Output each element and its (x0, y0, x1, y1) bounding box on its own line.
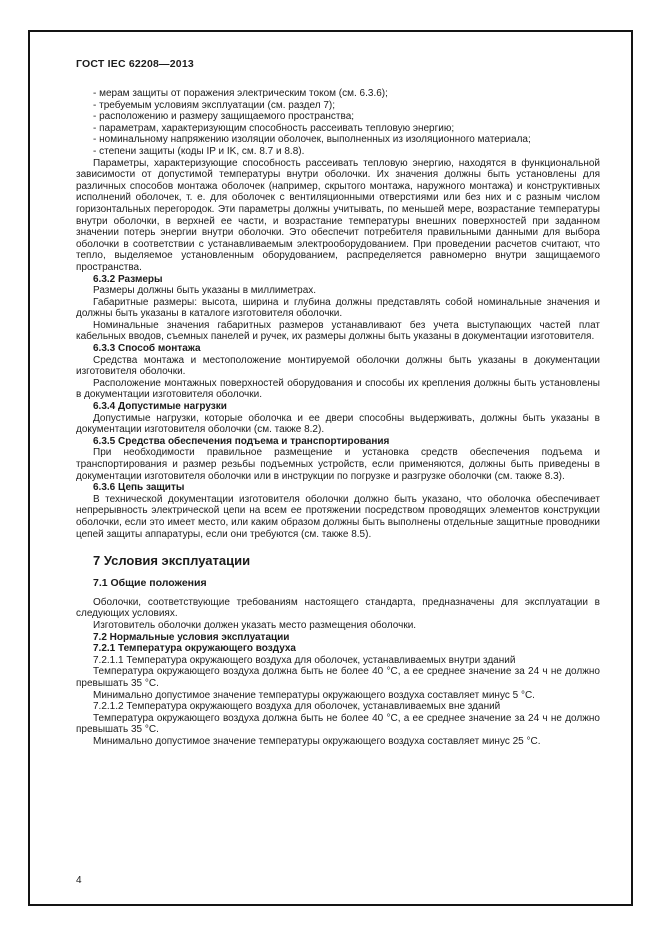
paragraph: Температура окружающего воздуха должна быть не более 40 °С, а ее среднее значение за 24 ч не должно превышать 35 °С. (76, 712, 600, 736)
paragraph: 7.2.1.2 Температура окружающего воздуха для оболочек, устанавливаемых вне зданий (93, 701, 501, 713)
subheading: 7.2 Нормальные условия эксплуатации (93, 631, 290, 643)
paragraph: Средства монтажа и местоположение монтируемой оболочки должны быть указаны в документации изготовителя оболочки. (76, 354, 600, 378)
document-content (76, 88, 600, 747)
list-item: - номинальному напряжению изоляции оболочек, выполненных из изоляционного материала; (93, 134, 531, 146)
page-border (28, 30, 633, 906)
subheading: 6.3.6 Цепь защиты (93, 482, 185, 494)
subheading: 6.3.4 Допустимые нагрузки (93, 401, 227, 413)
paragraph: Параметры, характеризующие способность рассеивать тепловую энергию, находятся в функциональной зависимости от допустимой температуры внутри оболочки. Их значения должны быть установлены для различных способов монтажа оболочек (например, скрытого монтажа, наружного монтажа) и конструктивных исполнений оболочек, т. е. для оболочек с вентиляционными отверстиями или без них и с разным числом горизонтальных перегородок. Эти параметры должны учитывать, по меньшей мере, возрастание температуры внутри оболочки, в верхней ее части, и возрастание температуры внешних поверхностей при заданном значении потерь энергии внутри оболочки. Это обеспечит потребителя правильными данными для выбора оболочки в соответствии с устанавливаемым электрооборудованием. При проведении расчетов считают, что тепло, выделяемое установленным оборудованием, распределяется равномерно внутри защищаемого пространства. (76, 157, 600, 273)
list-item: - требуемым условиям эксплуатации (см. раздел 7); (93, 99, 335, 111)
document-header: ГОСТ IEC 62208—2013 (76, 58, 194, 70)
paragraph: Допустимые нагрузки, которые оболочка и ее двери способны выдерживать, должны быть указаны в документации изготовителя оболочки (см. также 8.2). (76, 412, 600, 436)
section-heading: 7 Условия эксплуатации (93, 553, 251, 569)
list-item: - степени защиты (коды IP и IK, см. 8.7 и 8.8). (93, 145, 305, 157)
paragraph: Номинальные значения габаритных размеров устанавливают без учета выступающих частей плат кабельных вводов, съемных панелей и ручек, их размеры должны быть указаны в документации изготовителя. (76, 319, 600, 343)
list-item: - расположению и размеру защищаемого пространства; (93, 111, 355, 123)
list-item: - мерам защиты от поражения электрическим током (см. 6.3.6); (93, 88, 388, 99)
paragraph: Размеры должны быть указаны в миллиметрах. (93, 285, 317, 297)
subheading: 6.3.2 Размеры (93, 273, 163, 285)
paragraph: При необходимости правильное размещение и установка средств обеспечения подъема и транспортирования и размер резьбы подъемных устройств, если применяются, должны быть приведены в документации изготовителя оболочки или в инструкции по погрузке и разгрузке оболочки (см. также 8.3). (76, 447, 600, 482)
paragraph: Оболочки, соответствующие требованиям настоящего стандарта, предназначены для эксплуатации в следующих условиях. (76, 596, 600, 620)
paragraph: 7.2.1.1 Температура окружающего воздуха для оболочек, устанавливаемых внутри зданий (93, 654, 516, 666)
subheading: 6.3.5 Средства обеспечения подъема и транспортирования (93, 435, 390, 447)
subheading: 7.2.1 Температура окружающего воздуха (93, 643, 296, 655)
paragraph: Изготовитель оболочки должен указать место размещения оболочки. (93, 619, 417, 631)
subsection-heading: 7.1 Общие положения (93, 577, 207, 590)
paragraph: В технической документации изготовителя оболочки должно быть указано, что оболочка обеспечивает непрерывность электрической цепи на всем ее протяжении посредством проводящих элементов конструкции оболочки, если это имеет место, или каким образом должны быть выполнены отдельные защитные проводники цепей защиты аппаратуры, если они требуются (см. также 8.5). (76, 493, 600, 540)
subheading: 6.3.3 Способ монтажа (93, 343, 201, 355)
paragraph: Минимально допустимое значение температуры окружающего воздуха составляет минус 5 °С. (93, 689, 535, 701)
paragraph: Минимально допустимое значение температуры окружающего воздуха составляет минус 25 °С. (93, 735, 541, 747)
page-number: 4 (76, 875, 82, 886)
list-item: - параметрам, характеризующим способность рассеивать тепловую энергию; (93, 122, 455, 134)
paragraph: Габаритные размеры: высота, ширина и глубина должны представлять собой номинальные значения и должны быть указаны в каталоге изготовителя оболочки. (76, 296, 600, 320)
paragraph: Расположение монтажных поверхностей оборудования и способы их крепления должны быть установлены в документации изготовителя оболочки. (76, 377, 600, 401)
paragraph: Температура окружающего воздуха должна быть не более 40 °С, а ее среднее значение за 24 ч не должно превышать 35 °С. (76, 666, 600, 689)
